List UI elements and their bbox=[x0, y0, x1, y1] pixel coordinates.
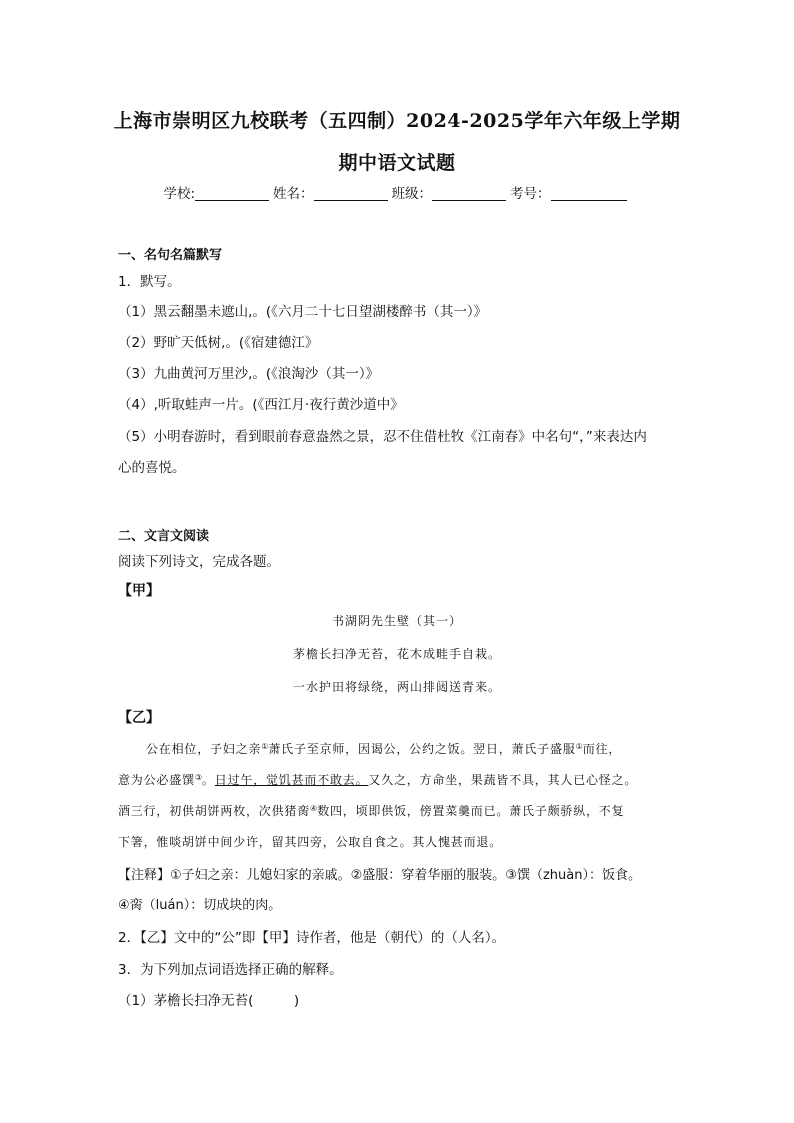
note-ref-4: ④ bbox=[310, 804, 318, 813]
number-blank[interactable] bbox=[551, 186, 627, 201]
prose-text: 。 bbox=[201, 773, 215, 787]
prose-line-4: 下箸，惟啖胡饼中间少许，留其四旁，公取自食之。其人愧甚而退。 bbox=[118, 835, 503, 849]
underlined-sentence: 日过午，觉饥甚而不敢去。 bbox=[214, 773, 369, 787]
prose-text: 又久之，方命坐，果蔬皆不具，其人已心怪之。 bbox=[368, 773, 638, 787]
q1-item-5-cont: 心的喜悦。 bbox=[118, 460, 186, 476]
name-blank[interactable] bbox=[314, 186, 388, 201]
yi-label: 【乙】 bbox=[118, 710, 160, 726]
section1-heading: 一、名句名篇默写 bbox=[118, 248, 223, 263]
prose-text: 数四，顷即供饭，傍置菜羹而已。萧氏子颇骄纵，不复 bbox=[317, 804, 625, 818]
prose-text: 酒三行，初供胡饼两枚，次供猪脔 bbox=[118, 804, 311, 818]
student-info-line bbox=[0, 182, 794, 202]
number-label: 考号： bbox=[510, 186, 551, 202]
note-ref-3: ③ bbox=[194, 773, 202, 782]
exam-title-line1: 上海市崇明区九校联考（五四制）2024-2025学年六年级上学期 bbox=[113, 110, 681, 132]
q1-item-3: （3）九曲黄河万里沙,。(《浪淘沙（其一）》 bbox=[118, 366, 380, 382]
prose-line-2 bbox=[118, 771, 686, 788]
prose-line-1 bbox=[146, 740, 714, 757]
q1-stem: 1．默写。 bbox=[118, 274, 181, 290]
prose-text: 公在相位，子妇之亲 bbox=[146, 742, 262, 756]
section2-instruction: 阅读下列诗文，完成各题。 bbox=[118, 554, 280, 570]
school-label: 学校: bbox=[163, 186, 196, 202]
q1-item-1: （1）黑云翻墨未遮山,。(《六月二十七日望湖楼醉书（其一）》 bbox=[118, 304, 488, 320]
note-ref-2: ① bbox=[575, 742, 583, 751]
q3-1: （1）茅檐长扫净无苔( ) bbox=[118, 993, 300, 1009]
q1-item-5: （5）小明春游时，看到眼前春意盎然之景，忍不住借杜牧《江南春》中名句“，”来表达内 bbox=[118, 429, 647, 445]
q1-item-2: （2）野旷天低树,。(《宿建德江》 bbox=[118, 335, 319, 351]
q2: 2．【乙】文中的“公”即【甲】诗作者，他是（朝代）的（人名）。 bbox=[118, 930, 506, 946]
class-blank[interactable] bbox=[432, 186, 506, 201]
prose-line-3 bbox=[118, 802, 686, 819]
notes-line-2: ④脔（luán）：切成块的肉。 bbox=[118, 898, 282, 913]
poem-title: 书湖阴先生壁（其一） bbox=[331, 614, 462, 628]
class-label: 班级： bbox=[391, 186, 433, 202]
section2-heading: 二、文言文阅读 bbox=[118, 529, 210, 544]
prose-text: 意为公必盛馔 bbox=[118, 773, 195, 787]
note-ref-1: ① bbox=[261, 742, 269, 751]
prose-text: 而往， bbox=[582, 742, 622, 756]
name-label: 姓名： bbox=[273, 186, 314, 202]
prose-text: 萧氏子至京师，因谒公，公约之饭。翌日，萧氏子盛服 bbox=[268, 742, 576, 756]
q3: 3．为下列加点词语选择正确的解释。 bbox=[118, 962, 343, 978]
poem-line-1: 茅檐长扫净无苔，花木成畦手自栽。 bbox=[292, 647, 501, 661]
exam-title-line2: 期中语文试题 bbox=[338, 152, 456, 174]
jia-label: 【甲】 bbox=[118, 583, 160, 599]
poem-line-2: 一水护田将绿绕，两山排闼送青来。 bbox=[292, 680, 501, 694]
notes-line-1: 【注释】①子妇之亲：儿媳妇家的亲戚。②盛服：穿着华丽的服装。③馔（zhuàn）：饭食。 bbox=[118, 868, 641, 883]
q1-item-4: （4）,听取蛙声一片。(《西江月·夜行黄沙道中》 bbox=[118, 397, 404, 413]
school-blank[interactable] bbox=[195, 186, 269, 201]
